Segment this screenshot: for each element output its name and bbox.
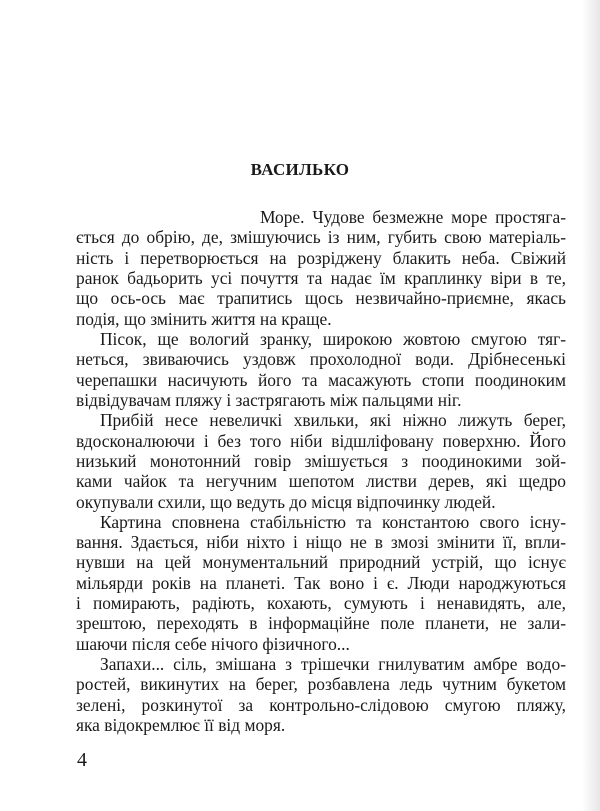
text-line: шаючи після себе нічого фізичного... [76,633,350,654]
text-line: ростей, викинутих на берег, розбавлена ледь чутним букетом [76,674,566,695]
text-line: Прибій несе невеличкі хвильки, які ніжно лижуть берег, [100,410,566,431]
text-line: неться, звиваючись уздовж прохолодної води. Дрібнесенькі [76,349,566,370]
text-line: яка відокремлює її від моря. [76,715,286,735]
text-line: зелені, розкинутої за контрольно-слідовою смугою пляжу, [76,694,566,715]
page-number: 4 [77,749,87,771]
text-line: нувши на цей монументальний природний устрій, що існує [76,552,566,573]
text-line: ється до обрію, де, змішуючись із ним, губить свою матеріаль- [76,227,566,248]
text-line: зрештою, переходять в інформаційне поле планети, не зали- [76,613,566,634]
text-line: Запахи... сіль, змішана з трішечки гнилуватим амбре водо- [100,654,566,674]
text-line: вання. Здається, ніби ніхто і ніщо не в змозі змінити її, впли- [76,532,566,553]
text-line: подія, що змінить життя на краще. [76,308,332,329]
page-edge-shadow [582,0,600,811]
chapter-title: ВАСИЛЬКО [250,160,350,179]
text-line: що ось-ось має трапитись щось незвичайно-приємне, якась [76,288,566,309]
text-line: черепашки насичують його та масажують стопи поодиноким [76,369,566,390]
text-line: ність і перетворюється на розріджену блакить неба. Свіжий [76,247,566,268]
text-line: низький монотонний говір змішується з поодинокими зой- [76,450,566,471]
text-line: мільярди років на планеті. Так воно і є. Люди народжуються [76,572,566,593]
text-line: і помирають, радіють, кохають, сумують і ненавидять, але, [76,593,566,614]
text-line: ками чайок та негучним шепотом листви дерев, які щедро [76,471,566,492]
text-line: окупували схили, що ведуть до місця відпочинку людей. [76,491,496,512]
text-line: ранок бадьорить усі почуття та надає їм краплинку віри в те, [76,268,566,288]
text-line: Море. Чудове безмежне море простяга- [260,207,566,227]
text-line: вдосконалюючи і без того ніби відшліфовану поверхню. Його [76,430,566,451]
text-line: відвідувачам пляжу і застрягають між пальцями ніг. [76,389,462,410]
text-line: Картина сповнена стабільністю та константою свого існу- [100,511,566,532]
text-line: Пісок, ще вологий зранку, широкою жовтою смугою тяг- [100,328,566,349]
